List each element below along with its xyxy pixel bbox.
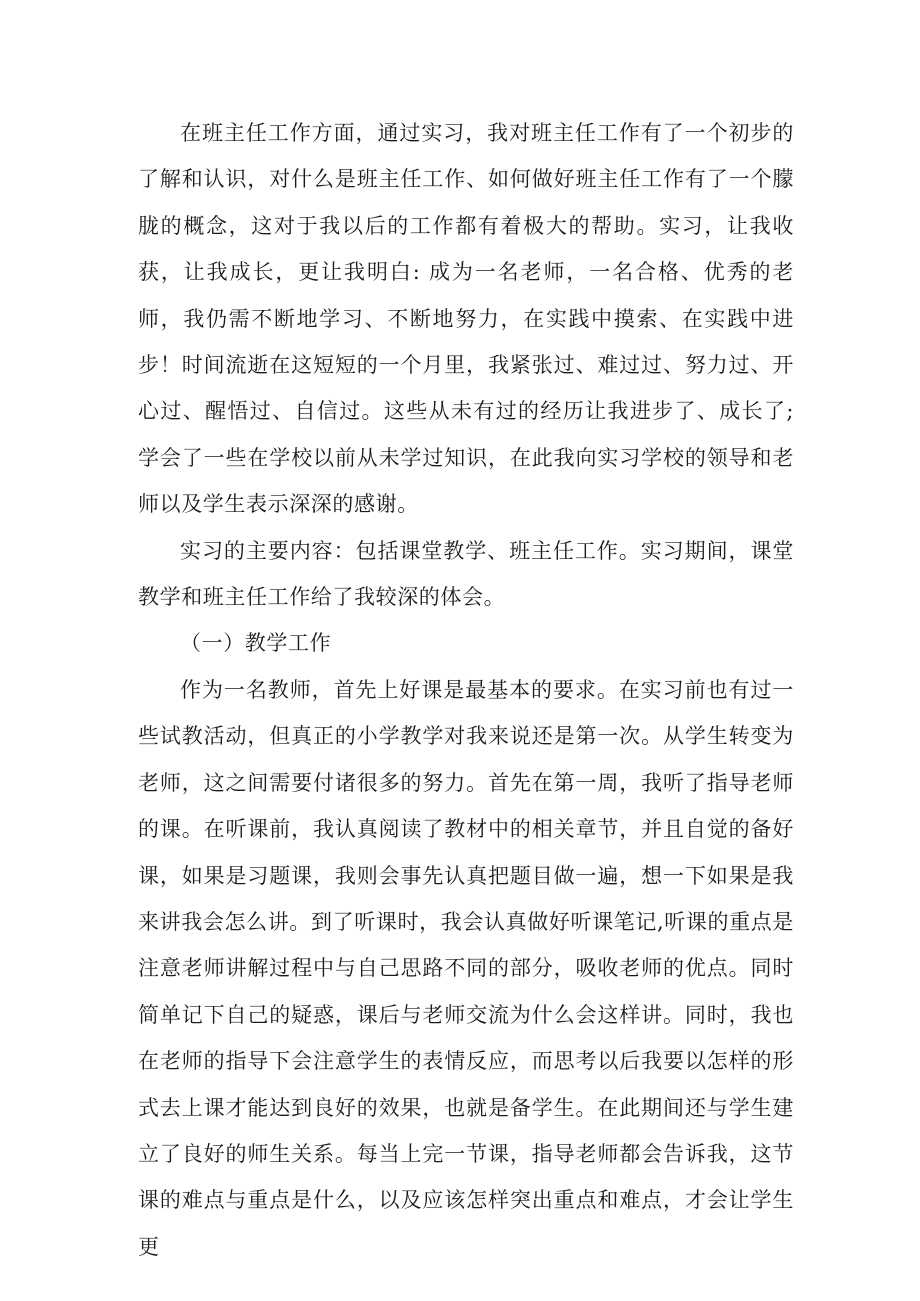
paragraph-teaching-work: 作为一名教师，首先上好课是最基本的要求。在实习前也有过一些试教活动，但真正的小学教学对我来说还是第一次。从学生转变为老师，这之间需要付诸很多的努力。首先在第一周，我听了指导老师的课。在听课前，我认真阅读了教材中的相关章节，并且自觉的备好课，如果是习题课，我则会事先认真把题目做一遍，想一下如果是我来讲我会怎么讲。到了听课时，我会认真做好听课笔记,听课的重点是注意老师讲解过程中与自己思路不同的部分，吸收老师的优点。同时简单记下自己的疑惑，课后与老师交流为什么会这样讲。同时，我也在老师的指导下会注意学生的表情反应，而思考以后我要以怎样的形式去上课才能达到良好的效果，也就是备学生。在此期间还与学生建立了良好的师生关系。每当上完一节课，指导老师都会告诉我，这节课的难点与重点是什么，以及应该怎样突出重点和难点，才会让学生更: [138, 677, 794, 1259]
paragraph-class-teacher-work: 在班主任工作方面，通过实习，我对班主任工作有了一个初步的了解和认识，对什么是班主任工作、如何做好班主任工作有了一个朦胧的概念，这对于我以后的工作都有着极大的帮助。实习，让我收获，让我成长，更让我明白: 成为一名老师，一名合格、优秀的老师，我仍需不断地学习、不断地努力，在实践中摸索、在实践中进步！时间流逝在这短短的一个月里，我紧张过、难过过、努力过、开心过、醒悟过、自信过。这些从未有过的经历让我进步了、成长了; 学会了一些在学校以前从未学过知识，在此我向实习学校的领导和老师以及学生表示深深的感谢。: [138, 121, 794, 517]
section-heading-teaching-work: （一）教学工作: [180, 631, 332, 656]
paragraph-internship-content: 实习的主要内容：包括课堂教学、班主任工作。实习期间，课堂教学和班主任工作给了我较深的体会。: [138, 538, 794, 610]
document-body: [138, 110, 794, 1270]
